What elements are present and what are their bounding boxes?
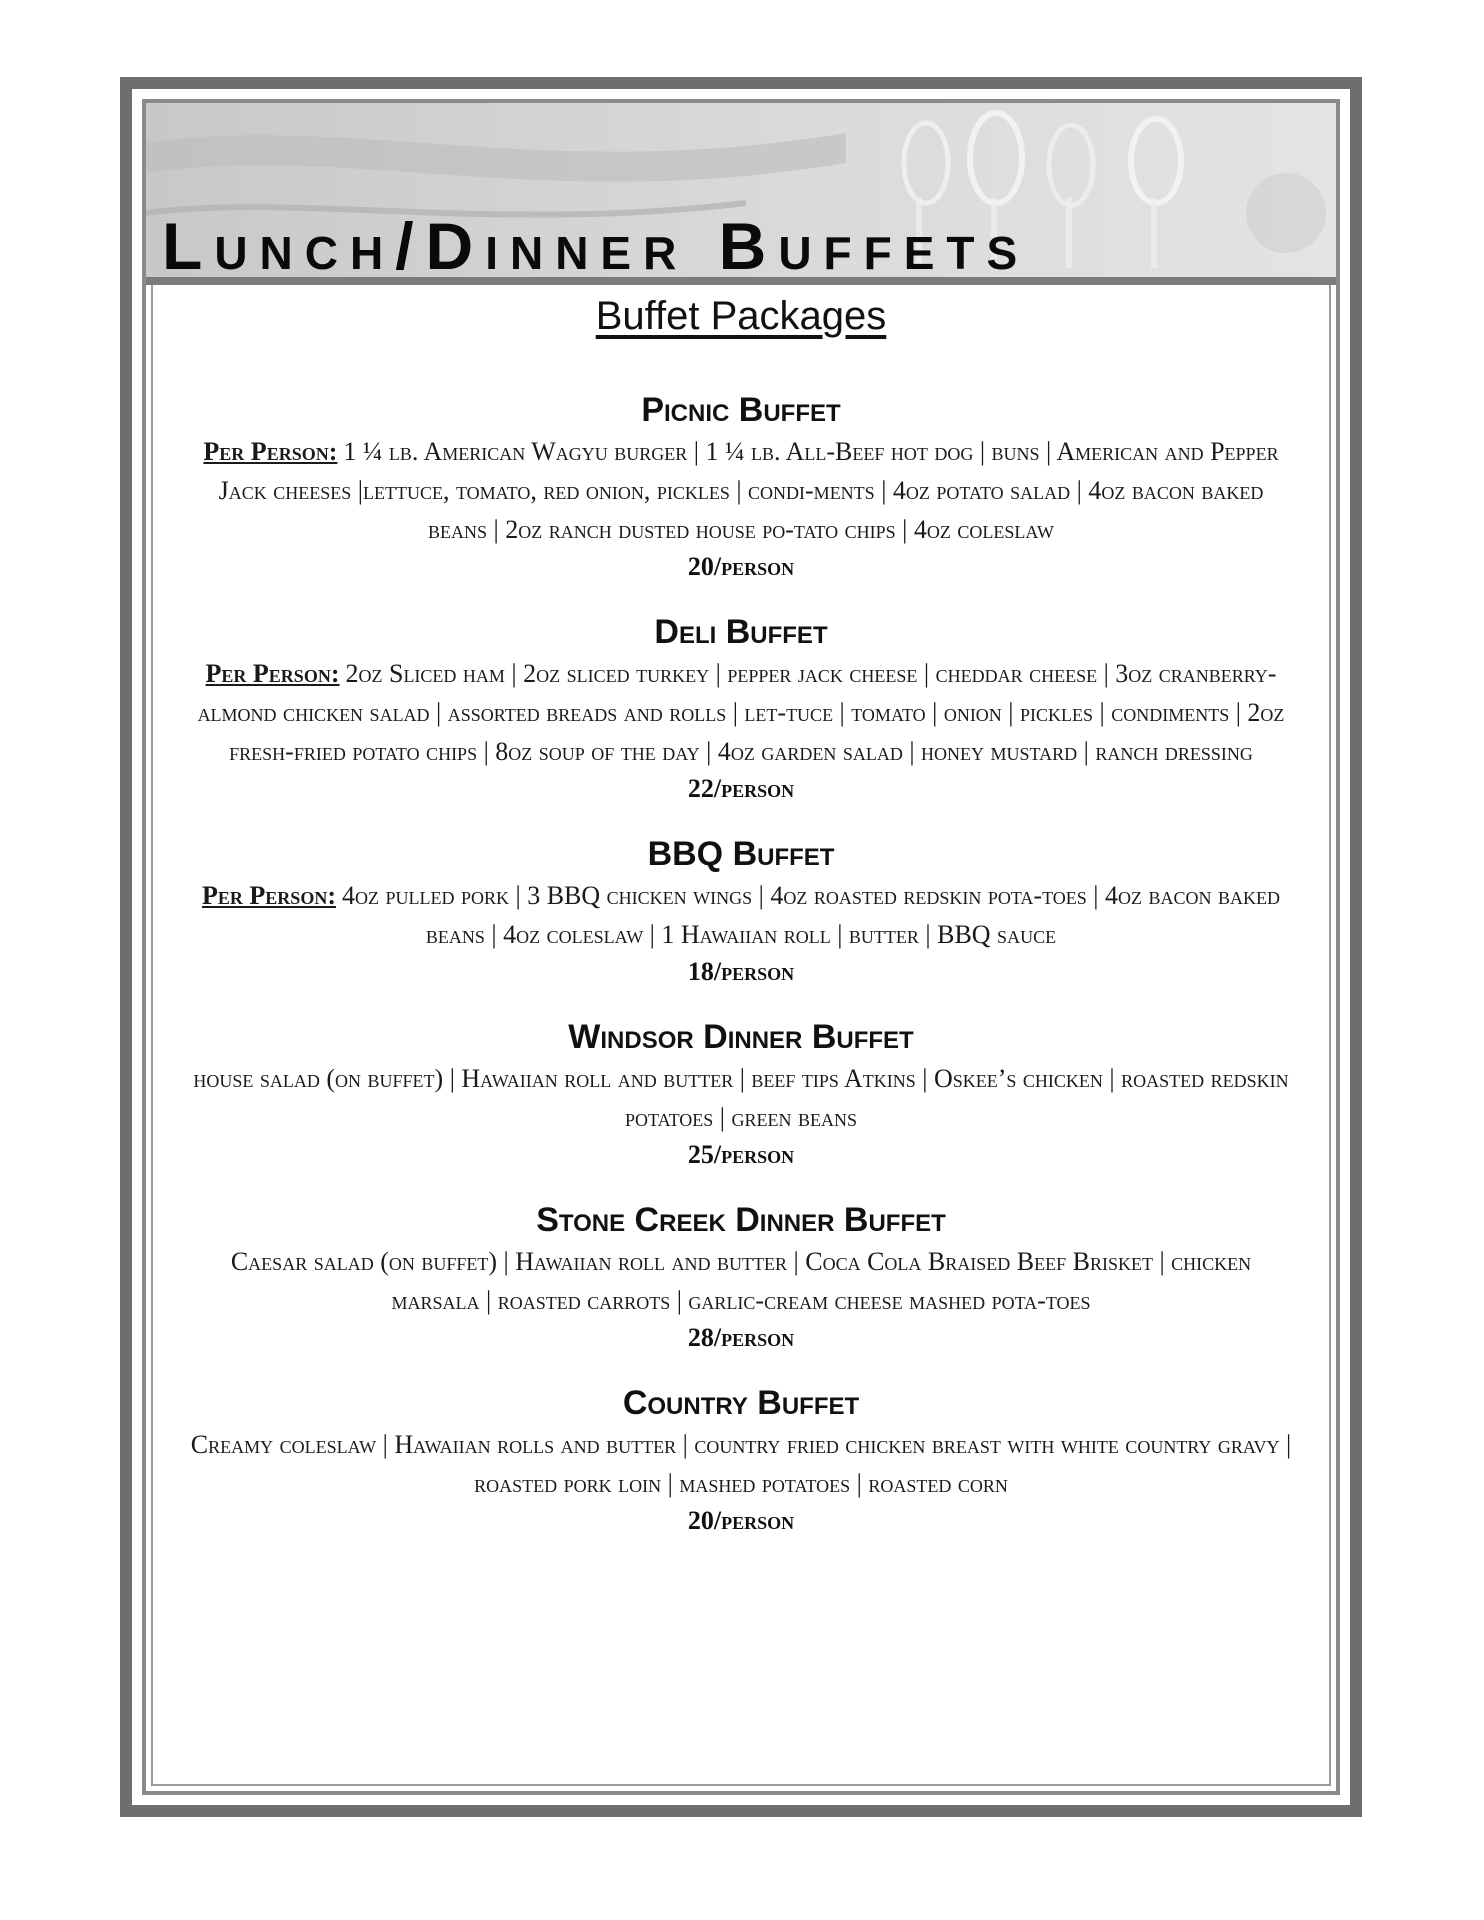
price: 28/person — [687, 1323, 795, 1352]
section-title: Deli Buffet — [654, 613, 828, 651]
menu-section-stone-creek — [162, 1201, 1320, 1356]
section-items — [186, 654, 1296, 771]
items-text: Caesar salad (on buffet) | Hawaiian roll and butter | Coca Cola Braised Beef Brisket | chicken marsala | roasted carrots | garlic-cream cheese mashed pota-toes — [230, 1247, 1252, 1315]
section-title: Picnic Buffet — [641, 391, 841, 429]
section-items — [186, 1059, 1296, 1137]
section-title: Windsor Dinner Buffet — [568, 1018, 914, 1056]
per-person-label: Per Person: — [202, 881, 336, 910]
price: 22/person — [687, 774, 795, 803]
price: 18/person — [687, 957, 795, 986]
items-text: house salad (on buffet) | Hawaiian roll and butter | beef tips Atkins | Oskee’s chicken | roasted redskin potatoes | green beans — [193, 1064, 1289, 1132]
section-items — [186, 432, 1296, 549]
price: 20/person — [687, 552, 795, 581]
per-person-label: Per Person: — [203, 437, 338, 466]
section-items — [186, 1242, 1296, 1320]
price: 20/person — [687, 1506, 795, 1535]
items-text: 1 ¼ lb. American Wagyu burger | 1 ¼ lb. All-Beef hot dog | buns | American and Pepper Jack cheeses |lettuce, tomato, red onion, pickles | condi-ments | 4oz potato salad | 4oz bacon baked beans | 2oz ranch dusted house po-tato chips | 4oz coleslaw — [218, 437, 1279, 544]
page-title: Lunch/Dinner Buffets — [162, 209, 1030, 283]
menu-section-windsor — [162, 1018, 1320, 1173]
items-text: Creamy coleslaw | Hawaiian rolls and butter | country fried chicken breast with white country gravy | roasted pork loin | mashed potatoes | roasted corn — [190, 1430, 1292, 1498]
menu-section-deli — [162, 613, 1320, 807]
per-person-label: Per Person: — [205, 659, 340, 688]
menu-section-bbq — [162, 835, 1320, 990]
section-title: Stone Creek Dinner Buffet — [536, 1201, 946, 1239]
menu-content — [162, 294, 1320, 1567]
section-title: Country Buffet — [622, 1384, 860, 1422]
buffet-packages-heading: Buffet Packages — [595, 294, 887, 338]
price: 25/person — [687, 1140, 795, 1169]
header-banner — [146, 103, 1336, 285]
section-items — [186, 876, 1296, 954]
section-items — [186, 1425, 1296, 1503]
section-title: BBQ Buffet — [647, 835, 835, 873]
menu-frame — [120, 77, 1362, 1817]
menu-section-picnic — [162, 391, 1320, 585]
menu-section-country — [162, 1384, 1320, 1539]
items-text: 4oz pulled pork | 3 BBQ chicken wings | 4oz roasted redskin pota-toes | 4oz bacon baked beans | 4oz coleslaw | 1 Hawaiian roll | butter | BBQ sauce — [341, 881, 1280, 949]
items-text: 2oz Sliced ham | 2oz sliced turkey | pepper jack cheese | cheddar cheese | 3oz cranberry-almond chicken salad | assorted breads and rolls | let-tuce | tomato | onion | pickles | condiments | 2oz fresh-fried potato chips | 8oz soup of the day | 4oz garden salad | honey mustard | ranch dressing — [197, 659, 1285, 766]
